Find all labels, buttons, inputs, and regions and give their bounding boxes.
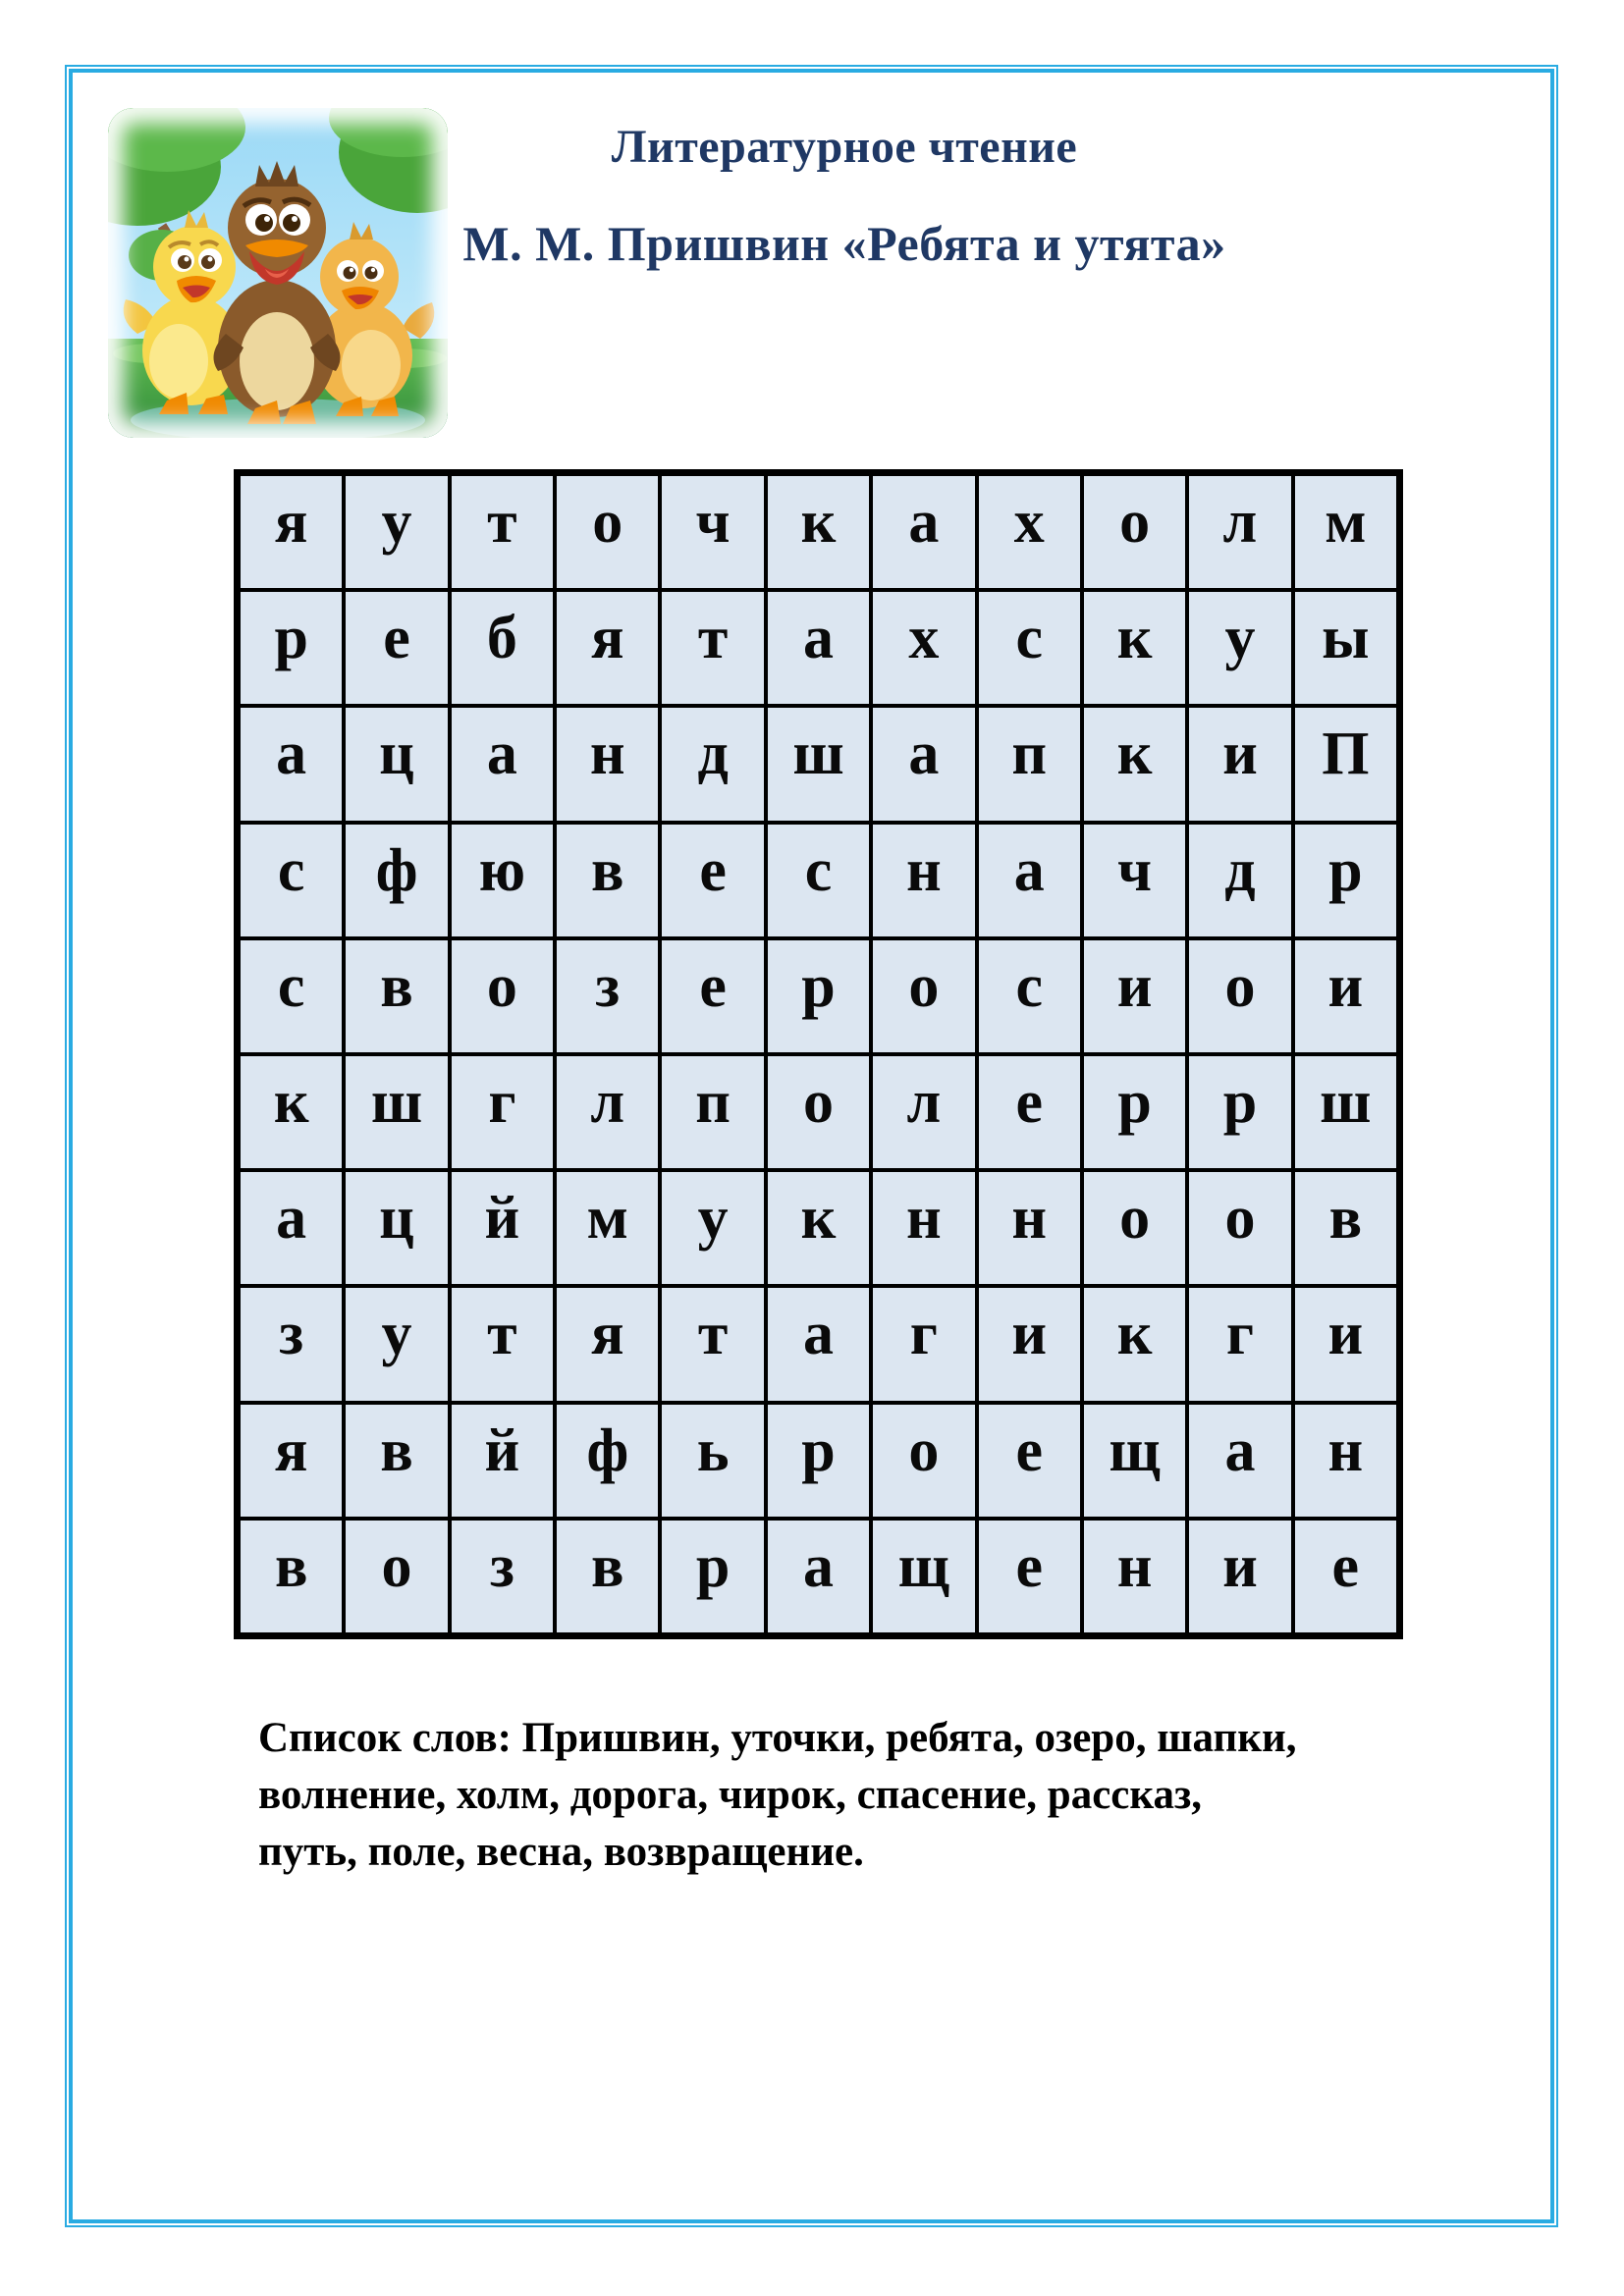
grid-cell: и [1082,938,1187,1054]
grid-cell: в [239,1519,344,1634]
ducklings-illustration [108,108,448,438]
grid-cell: р [1187,1054,1292,1170]
grid-cell: к [1082,590,1187,706]
grid-cell: е [1293,1519,1398,1634]
grid-cell: й [450,1403,555,1519]
subject-title: Литературное чтение [611,121,1078,173]
grid-cell: б [450,590,555,706]
grid-cell: в [344,938,449,1054]
grid-cell: у [1187,590,1292,706]
grid-cell: и [977,1286,1082,1402]
grid-cell: т [450,474,555,590]
grid-cell: р [660,1519,765,1634]
grid-cell: з [239,1286,344,1402]
grid-cell: ш [344,1054,449,1170]
grid-cell: в [344,1403,449,1519]
grid-cell: р [766,1403,871,1519]
grid-cell: и [1293,1286,1398,1402]
grid-cell: ф [344,823,449,938]
grid-cell: я [239,1403,344,1519]
grid-cell: о [766,1054,871,1170]
grid-cell: л [555,1054,660,1170]
grid-cell: й [450,1170,555,1286]
grid-cell: е [977,1054,1082,1170]
grid-cell: е [977,1519,1082,1634]
grid-cell: щ [1082,1403,1187,1519]
grid-cell: т [660,590,765,706]
grid-cell: к [1082,1286,1187,1402]
grid-cell: к [766,474,871,590]
grid-cell: х [871,590,976,706]
grid-cell: с [239,823,344,938]
grid-cell: о [1082,474,1187,590]
grid-cell: ю [450,823,555,938]
word-search-grid [234,469,1403,1639]
grid-cell: и [1293,938,1398,1054]
grid-cell: о [1187,938,1292,1054]
grid-cell: с [239,938,344,1054]
grid-cell: т [450,1286,555,1402]
grid-cell: ч [1082,823,1187,938]
grid-cell: л [1187,474,1292,590]
grid-cell: в [1293,1170,1398,1286]
grid-cell: к [766,1170,871,1286]
grid-cell: я [555,1286,660,1402]
grid-cell: н [871,1170,976,1286]
grid-cell: с [766,823,871,938]
word-list-line: Список слов: Пришвин, уточки, ребята, озеро, шапки, [258,1715,1297,1761]
grid-cell: а [977,823,1082,938]
grid-cell: о [871,1403,976,1519]
grid-cell: г [871,1286,976,1402]
grid-cell: в [555,1519,660,1634]
grid-cell: н [871,823,976,938]
grid-cell: о [344,1519,449,1634]
grid-cell: ь [660,1403,765,1519]
grid-cell: у [660,1170,765,1286]
grid-cell: п [660,1054,765,1170]
grid-cell: и [1187,1519,1292,1634]
grid-cell: д [1187,823,1292,938]
grid-cell: р [1293,823,1398,938]
grid-cell: П [1293,706,1398,822]
grid-cell: я [239,474,344,590]
grid-cell: с [977,938,1082,1054]
grid-cell: ш [766,706,871,822]
grid-cell: м [555,1170,660,1286]
grid-cell: к [1082,706,1187,822]
grid-cell: ф [555,1403,660,1519]
grid-cell: а [871,474,976,590]
grid-cell: я [555,590,660,706]
word-list-line: волнение, холм, дорога, чирок, спасение, рассказ, [258,1772,1203,1818]
grid-cell: в [555,823,660,938]
grid-cell: г [1187,1286,1292,1402]
grid-cell: г [450,1054,555,1170]
grid-cell: ц [344,1170,449,1286]
grid-cell: а [450,706,555,822]
grid-cell: с [977,590,1082,706]
grid-cell: ц [344,706,449,822]
grid-cell: х [977,474,1082,590]
grid-cell: р [1082,1054,1187,1170]
grid-cell: к [239,1054,344,1170]
grid-cell: а [766,1286,871,1402]
grid-cell: а [766,590,871,706]
grid-cell: и [1187,706,1292,822]
grid-cell: т [660,1286,765,1402]
grid-cell: о [1082,1170,1187,1286]
grid-cell: з [450,1519,555,1634]
grid-cell: н [1293,1403,1398,1519]
grid-cell: п [977,706,1082,822]
grid-cell: е [660,823,765,938]
grid-cell: з [555,938,660,1054]
grid-cell: е [660,938,765,1054]
grid-cell: м [1293,474,1398,590]
header [432,120,1257,272]
grid-cell: у [344,474,449,590]
grid-cell: л [871,1054,976,1170]
grid-cell: а [1187,1403,1292,1519]
page-title: М. М. Пришвин «Ребята и утята» [462,216,1226,271]
grid-cell: н [555,706,660,822]
word-list-line: путь, поле, весна, возвращение. [258,1829,864,1875]
word-list [258,1710,1417,1881]
grid-cell: ч [660,474,765,590]
grid-cell: а [871,706,976,822]
grid-cell: н [977,1170,1082,1286]
grid-cell: е [344,590,449,706]
grid-cell: у [344,1286,449,1402]
grid-cell: а [239,1170,344,1286]
grid-cell: щ [871,1519,976,1634]
grid-cell: о [555,474,660,590]
grid-cell: о [450,938,555,1054]
grid-cell: ы [1293,590,1398,706]
grid-cell: о [1187,1170,1292,1286]
grid-cell: р [766,938,871,1054]
grid-cell: а [766,1519,871,1634]
grid-cell: д [660,706,765,822]
ducklings-image [108,108,448,438]
grid-cell: р [239,590,344,706]
grid-cell: н [1082,1519,1187,1634]
grid-cell: о [871,938,976,1054]
grid-cell: а [239,706,344,822]
grid-cell: ш [1293,1054,1398,1170]
grid-cell: е [977,1403,1082,1519]
